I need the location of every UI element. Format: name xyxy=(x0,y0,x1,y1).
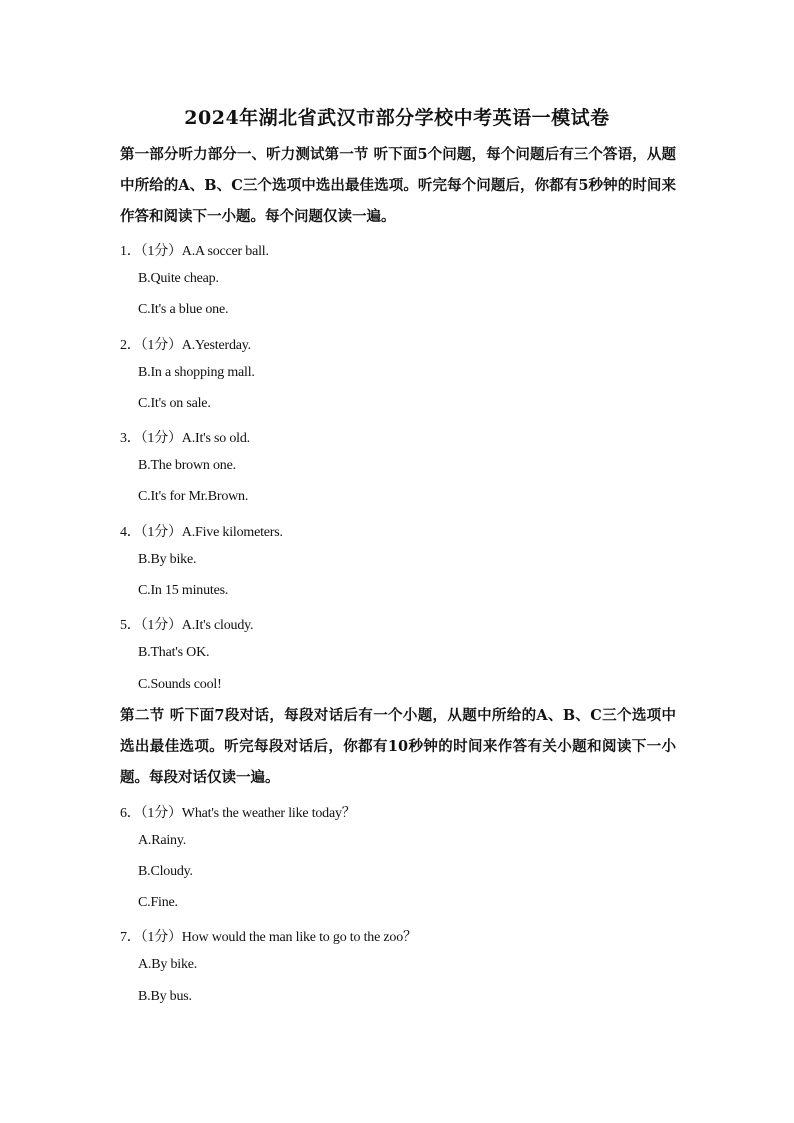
question-2: 2．（1分）A.Yesterday. xyxy=(120,338,251,353)
question-1-option-c: C.It's a blue one. xyxy=(138,302,229,317)
question-5: 5．（1分）A.It's cloudy. xyxy=(120,618,254,633)
page-title: 2024年湖北省武汉市部分学校中考英语一模试卷 xyxy=(184,107,610,129)
question-4-option-b: B.By bike. xyxy=(138,552,197,567)
question-3-option-c: C.It's for Mr.Brown. xyxy=(138,489,249,504)
question-1: 1．（1分）A.A soccer ball. xyxy=(120,244,269,259)
section-2-instructions: 第二节 听下面7段对话，每段对话后有一个小题，从题中所给的A、B、C三个选项中选出最佳选项。听完每段对话后，你都有10秒钟的时间来作答有关小题和阅读下一小题。每段对话仅读一遍。 xyxy=(120,707,676,786)
question-6-option-c: C.Fine. xyxy=(138,895,178,910)
question-3: 3．（1分）A.It's so old. xyxy=(120,431,250,446)
question-2-option-c: C.It's on sale. xyxy=(138,396,211,411)
question-4-option-c: C.In 15 minutes. xyxy=(138,583,229,598)
question-5-option-b: B.That's OK. xyxy=(138,645,210,660)
question-2-option-b: B.In a shopping mall. xyxy=(138,365,255,380)
question-4: 4．（1分）A.Five kilometers. xyxy=(120,525,283,540)
question-1-option-b: B.Quite cheap. xyxy=(138,271,219,286)
question-3-option-b: B.The brown one. xyxy=(138,458,236,473)
question-7-option-b: B.By bus. xyxy=(138,989,192,1004)
question-5-option-c: C.Sounds cool! xyxy=(138,677,222,692)
question-7: 7．（1分）How would the man like to go to the zoo？ xyxy=(120,930,417,945)
question-6-option-b: B.Cloudy. xyxy=(138,864,193,879)
question-6-option-a: A.Rainy. xyxy=(138,833,187,848)
question-6: 6．（1分）What's the weather like today？ xyxy=(120,806,356,821)
section-1-instructions: 第一部分听力部分一、听力测试第一节 听下面5个问题，每个问题后有三个答语，从题中所给的A、B、C三个选项中选出最佳选项。听完每个问题后，你都有5秒钟的时间来作答和阅读下一小题。每个问题仅读一遍。 xyxy=(120,146,676,225)
question-7-option-a: A.By bike. xyxy=(138,957,198,972)
